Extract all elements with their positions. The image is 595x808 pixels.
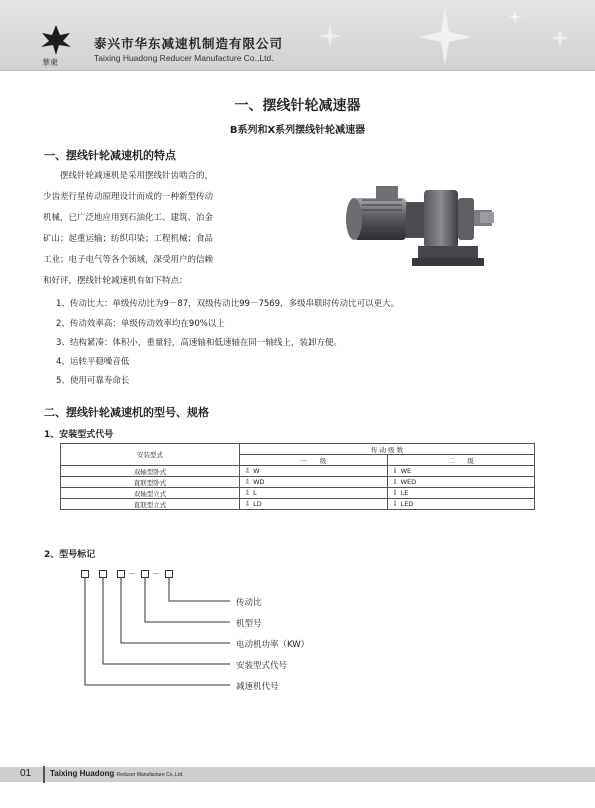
code-box [81,570,89,578]
table-cell: 直联型立式 [61,499,240,510]
company-name-cn: 泰兴市华东减速机制造有限公司 [94,36,284,51]
feature-item: 5、使用可靠寿命长 [56,376,130,386]
table-cell: WED [400,478,417,486]
series-prefix: X B [246,488,249,496]
model-marking-heading: 2、型号标记 [44,550,96,560]
company-name-en: Taixing Huadong Reducer Manufacture Co.,Ltd. [94,53,274,63]
page-number: 01 [20,768,32,779]
table-cell: W [253,467,260,475]
table-row [61,488,535,499]
model-label-install-code: 安装型式代号 [236,661,288,671]
model-label-reducer-code: 减速机代号 [236,682,279,692]
table-cell: LD [253,500,262,508]
table-cell: WE [400,467,412,475]
logo-text: 華東 [42,58,58,67]
code-box [141,570,149,578]
series-prefix: X B [393,488,397,496]
table-row [61,477,535,488]
code-dash: － [128,569,136,578]
table-cell: 双轴型卧式 [61,466,240,477]
page-title: 一、摆线针轮减速器 [234,98,361,114]
series-prefix: X B [393,466,397,474]
footer-text [50,769,184,778]
paragraph-line: 和好评，摆线针轮减速机有如下特点： [43,276,188,286]
table-cell: 直联型卧式 [61,477,240,488]
series-prefix: X B [393,499,397,507]
paragraph-line: 机械，已广泛地应用到石油化工、建筑、冶金 [43,213,214,223]
decorative-stars [300,6,590,68]
install-type-table [60,443,535,510]
table-cell: L [253,489,257,497]
series-prefix: X B [246,499,249,507]
section2-heading: 二、摆线针轮减速机的型号、规格 [44,406,209,419]
code-box [117,570,125,578]
feature-item: 2、传动效率高：单级传动效率均在90%以上 [56,319,225,329]
feature-item: 1、传动比大：单级传动比为9－87，双级传动比99－7569，多级串联时传动比可以更大。 [56,299,400,309]
table-row [61,466,535,477]
footer-divider [43,766,45,783]
table-header-level1: 一 级 [240,455,388,466]
code-dash: － [152,569,160,578]
paragraph-line: 矿山；起重运输；纺织印染；工程机械；食品 [43,234,214,244]
model-label-frame: 机型号 [236,619,262,629]
table-cell: 双轴型立式 [61,488,240,499]
model-label-motor-power: 电动机功率（KW） [236,640,310,650]
model-label-ratio: 传动比 [236,598,262,608]
footer-rest: Reducer Manufacture Co.,Ltd. [116,772,184,778]
table-header-stages: 传 动 级 数 [240,444,535,455]
footer-brand: Taixing Huadong [50,769,115,778]
table-header-install-type: 安装型式 [61,444,240,466]
section1-paragraph [43,166,248,292]
code-box [165,570,173,578]
table-cell: WD [253,478,265,486]
paragraph-line: 工业；电子电气等各个领域，深受用户的信赖 [43,255,214,265]
install-type-heading: 1、安装型式代号 [44,430,114,440]
code-box [99,570,107,578]
page-subtitle: B系列和X系列摆线针轮减速器 [229,125,366,136]
company-logo [38,23,74,67]
feature-item: 3、结构紧凑：体积小，重量轻，高速轴和低速轴在同一轴线上，装卸方便。 [56,338,342,348]
feature-item: 4、运转平稳噪音低 [56,357,130,367]
table-row [61,499,535,510]
paragraph-line: 摆线针轮减速机是采用摆线针齿啮合的， [43,171,214,181]
paragraph-line: 少齿差行星传动原理设计而成的一种新型传动 [43,192,214,202]
series-prefix: X B [246,466,249,474]
reducer-product-image [340,172,500,274]
series-prefix: X B [246,477,249,485]
table-header-level2: 二 级 [387,455,535,466]
table-cell: LED [400,500,414,508]
table-cell: LE [400,489,409,497]
section1-heading: 一、摆线针轮减速机的特点 [44,149,176,162]
page-header [0,0,595,71]
series-prefix: X B [393,477,397,485]
